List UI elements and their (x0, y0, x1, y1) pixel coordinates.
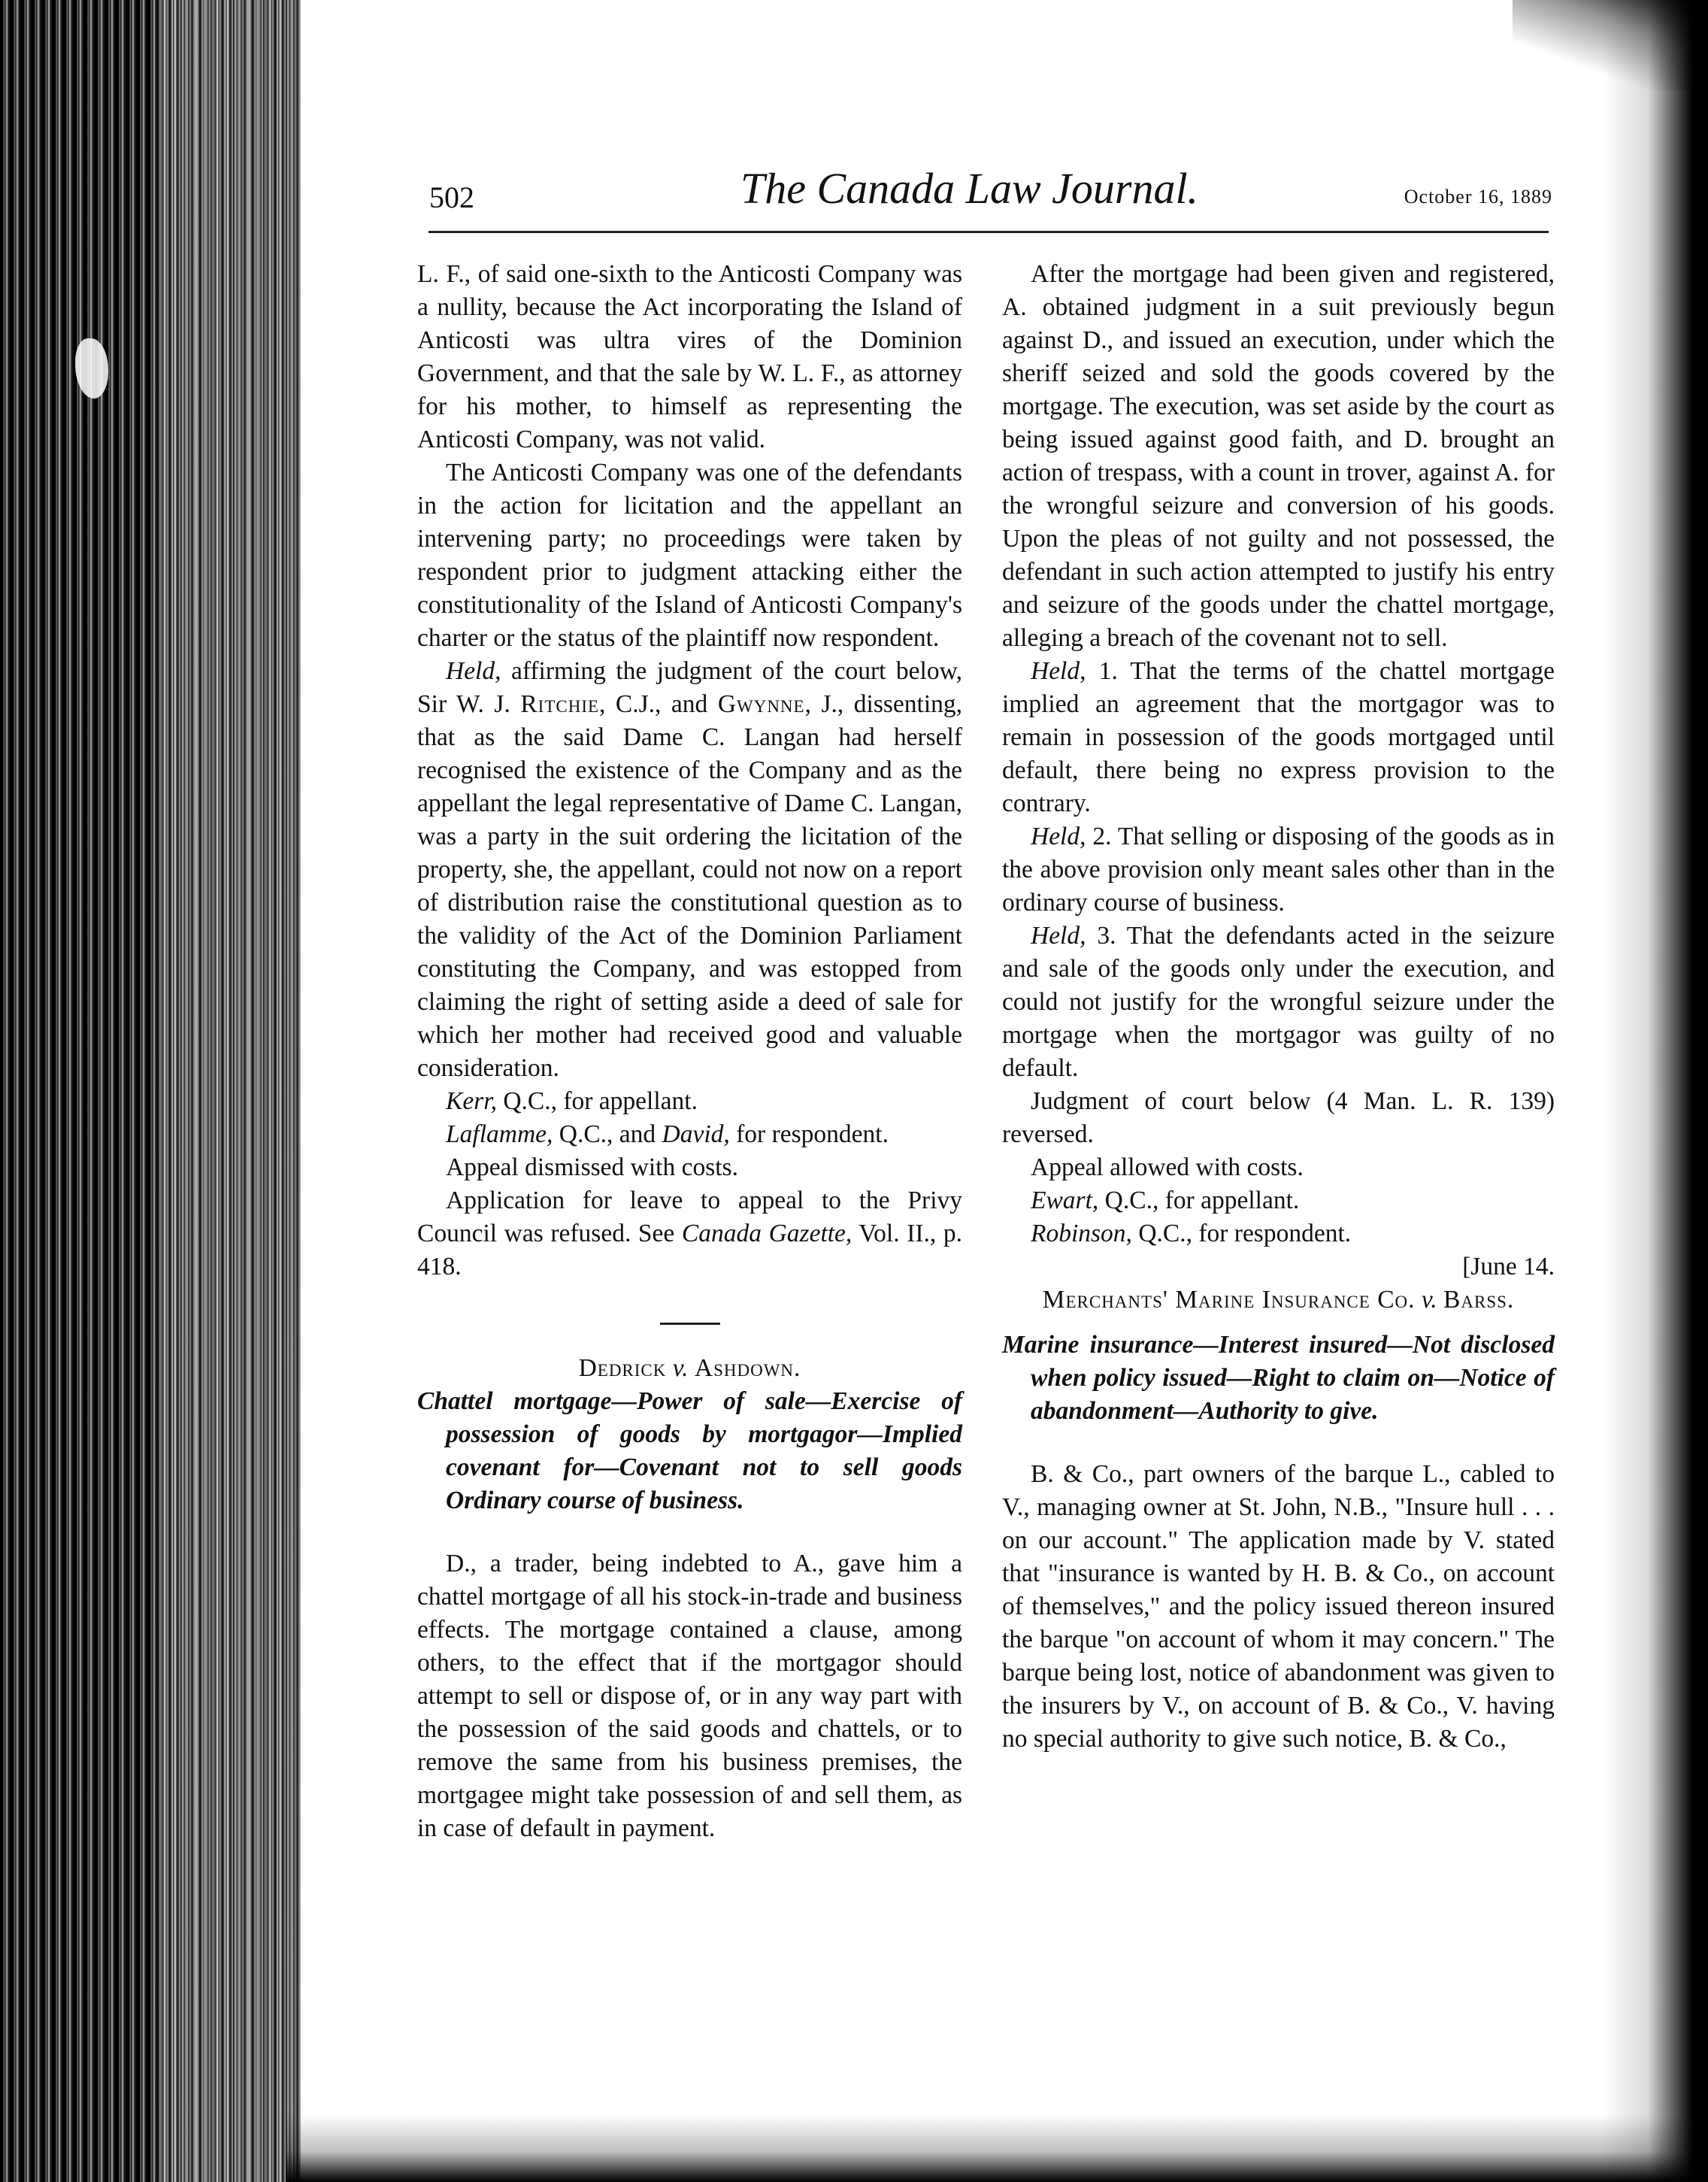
counsel-line: Robinson, Q.C., for respondent. (1031, 1220, 1352, 1247)
counsel-line: Ewart, Q.C., for appellant. (1031, 1186, 1300, 1214)
paragraph: L. F., of said one-sixth to the Anticosti Company was a nullity, because the Act incorporating the Island of Anticosti was ultra vires of the Dominion Government, and that the sale by W. L. F., as attorney for his mother, to himself as representing the Anticosti Company, was not valid. (417, 260, 962, 453)
paragraph: D., a trader, being indebted to A., gave him a chattel mortgage of all his stock-in-trade and business effects. The mortgage contained a clause, among others, to the effect that if the mortgagor should attempt to sell or dispose of, or in any way part with the possession of the said goods and chattels, or to remove the same from his business premises, the mortgagee might take possession of and sell them, as in case of default in payment. (417, 1550, 962, 1842)
decision-date: [June 14. (1462, 1253, 1555, 1280)
journal-page (417, 162, 1564, 2132)
paragraph: After the mortgage had been given and registered, A. obtained judgment in a suit previously begun against D., and issued an execution, under which the sheriff seized and sold the goods covered by the mortgage. The execution, was set aside by the court as being issued against good faith, and D. brought an action of trespass, with a count in trover, against A. for the wrongful seizure and conversion of his goods. Upon the pleas of not guilty and not possessed, the defendant in such action attempted to justify his entry and seizure of the goods under the chattel mortgage, alleging a breach of the covenant not to sell. (1002, 260, 1555, 652)
page-number: 502 (429, 180, 474, 214)
held-paragraph: Held, 3. That the defendants acted in the seizure and sale of the goods only under the execution, and could not justify for the wrongful seizure under the mortgage when the mortgagor was guilty of no default. (1002, 922, 1555, 1082)
section-divider (660, 1323, 720, 1325)
disposition-line: Appeal dismissed with costs. (446, 1153, 738, 1181)
paragraph: The Anticosti Company was one of the defendants in the action for licitation and the appellant an intervening party; no proceedings were taken by respondent prior to judgment attacking either the constitutionality of the Island of Anticosti Company's charter or the status of the plaintiff now respondent. (417, 459, 962, 652)
left-column (417, 258, 962, 1845)
running-header (425, 162, 1552, 229)
right-column (1002, 258, 1555, 1756)
held-paragraph: Held, 1. That the terms of the chattel mortgage implied an agreement that the mortgagor was to remain in possession of the goods mortgaged until default, there being no express provision to the contrary. (1002, 657, 1555, 817)
case-headnote: Chattel mortgage—Power of sale—Exercise of possession of goods by mortgagor—Implied covenant for—Covenant not to sell goods Ordinary course of business. (417, 1387, 962, 1514)
disposition-line: Appeal allowed with costs. (1031, 1153, 1304, 1181)
top-right-corner-shadow (1513, 0, 1708, 90)
held-label: Held, (446, 657, 501, 685)
binding-fade (158, 0, 301, 2182)
judge-name: Ritchie (520, 690, 600, 718)
issue-date: October 16, 1889 (1404, 186, 1552, 208)
case-headnote: Marine insurance—Interest insured—Not disclosed when policy issued—Right to claim on—Notice of abandonment—Authority to give. (1002, 1331, 1555, 1425)
paragraph: B. & Co., part owners of the barque L., cabled to V., managing owner at St. John, N.B., "Insure hull . . . on our account." The application made by V. stated that "insurance is wanted by H. B. & Co., on account of themselves," and the policy issued thereon insured the barque "on account of whom it may concern." The barque being lost, notice of abandonment was given to the insurers by V., on account of B. & Co., V. having no special authority to give such notice, B. & Co., (1002, 1460, 1555, 1753)
counsel-line: Kerr, Q.C., for appellant. (446, 1087, 698, 1115)
case-title: Dedrick v. Ashdown. (578, 1354, 801, 1382)
counsel-line: Laflamme, Q.C., and David, for respondent. (446, 1120, 889, 1148)
case-title: Merchants' Marine Insurance Co. v. Barss. (1042, 1286, 1515, 1314)
header-rule (429, 231, 1549, 233)
judgment-line: Judgment of court below (4 Man. L. R. 139) reversed. (1002, 1087, 1555, 1148)
paragraph: Application for leave to appeal to the Privy Council was refused. See Canada Gazette, Vol. II., p. 418. (417, 1186, 962, 1280)
judge-name: Gwynne (717, 690, 805, 718)
held-paragraph: Held, affirming the judgment of the court below, Sir W. J. Ritchie, C.J., and Gwynne, J., dissenting, that as the said Dame C. Langan had herself recognised the existence of the Company and as the appellant the legal representative of Dame C. Langan, was a party in the suit ordering the licitation of the property, she, the appellant, could not now on a report of distribution raise the constitutional question as to the validity of the Act of the Dominion Parliament constituting the Company, and was estopped from claiming the right of setting aside a deed of sale for which her mother had received good and valuable consideration. (417, 657, 962, 1082)
right-page-edge (1603, 0, 1708, 2182)
journal-title: The Canada Law Journal. (740, 164, 1199, 213)
held-paragraph: Held, 2. That selling or disposing of the goods as in the above provision only meant sales other than in the ordinary course of business. (1002, 823, 1555, 917)
